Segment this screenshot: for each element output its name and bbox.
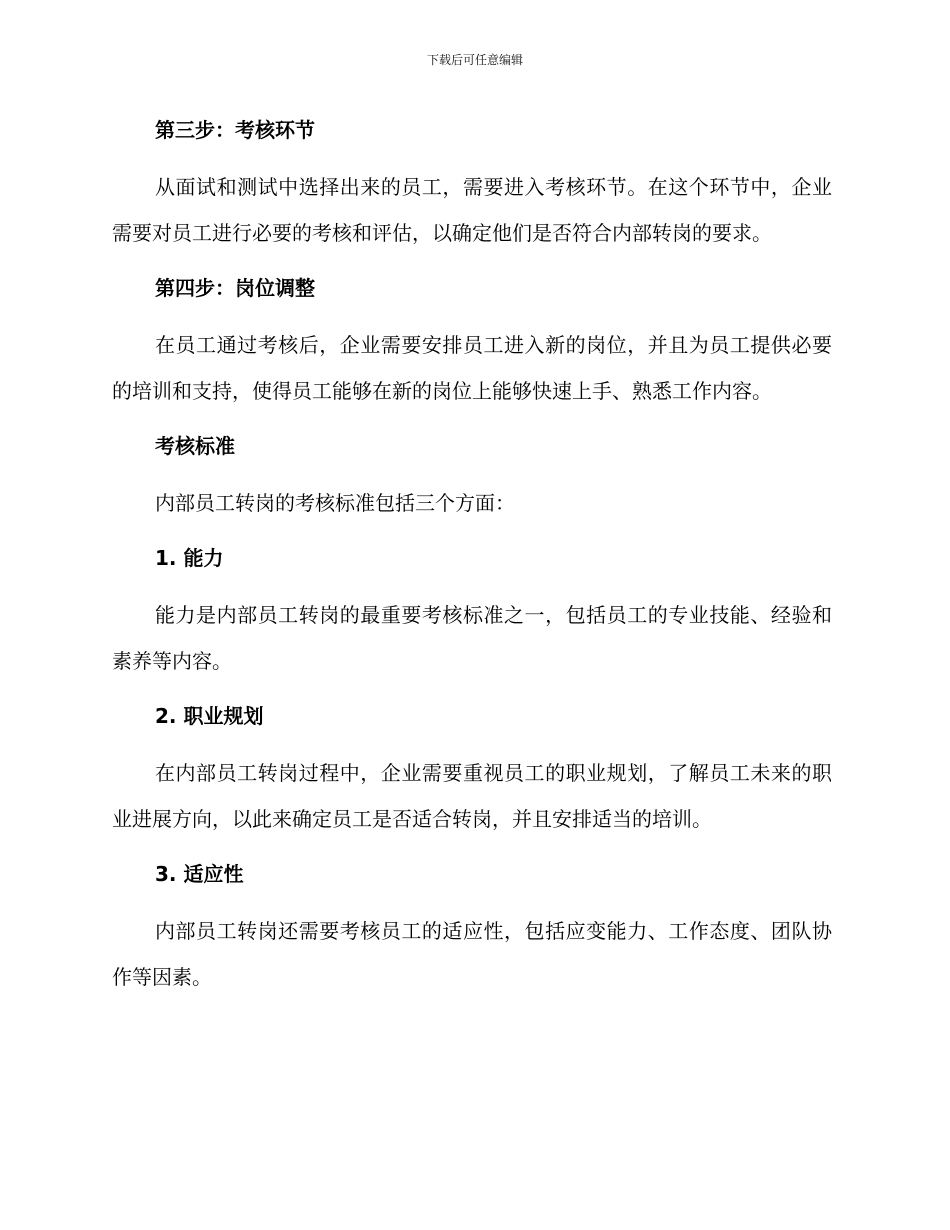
section-heading-adaptability: 3. 适应性 (155, 862, 244, 886)
section-paragraph-career-plan: 在内部员工转岗过程中，企业需要重视员工的职业规划，了解员工未来的职业进展方向，以此来确定员工是否适合转岗，并且安排适当的培训。 (112, 761, 832, 831)
section-paragraph-ability: 能力是内部员工转岗的最重要考核标准之一，包括员工的专业技能、经验和素养等内容。 (112, 603, 832, 673)
section-heading-ability: 1. 能力 (155, 546, 224, 570)
section-heading-step3: 第三步：考核环节 (155, 118, 315, 142)
section-heading-step4: 第四步：岗位调整 (155, 276, 315, 300)
page-header: 下载后可任意编辑 (426, 53, 523, 67)
section-paragraph-step4: 在员工通过考核后，企业需要安排员工进入新的岗位，并且为员工提供必要的培训和支持，使得员工能够在新的岗位上能够快速上手、熟悉工作内容。 (112, 333, 832, 403)
section-heading-career-plan: 2. 职业规划 (155, 704, 264, 728)
document-body (112, 110, 832, 1000)
section-paragraph-step3: 从面试和测试中选择出来的员工，需要进入考核环节。在这个环节中，企业需要对员工进行必要的考核和评估，以确定他们是否符合内部转岗的要求。 (112, 175, 832, 245)
section-paragraph-criteria: 内部员工转岗的考核标准包括三个方面： (155, 491, 515, 515)
section-paragraph-adaptability: 内部员工转岗还需要考核员工的适应性，包括应变能力、工作态度、团队协作等因素。 (112, 919, 832, 989)
section-heading-criteria: 考核标准 (155, 434, 235, 458)
